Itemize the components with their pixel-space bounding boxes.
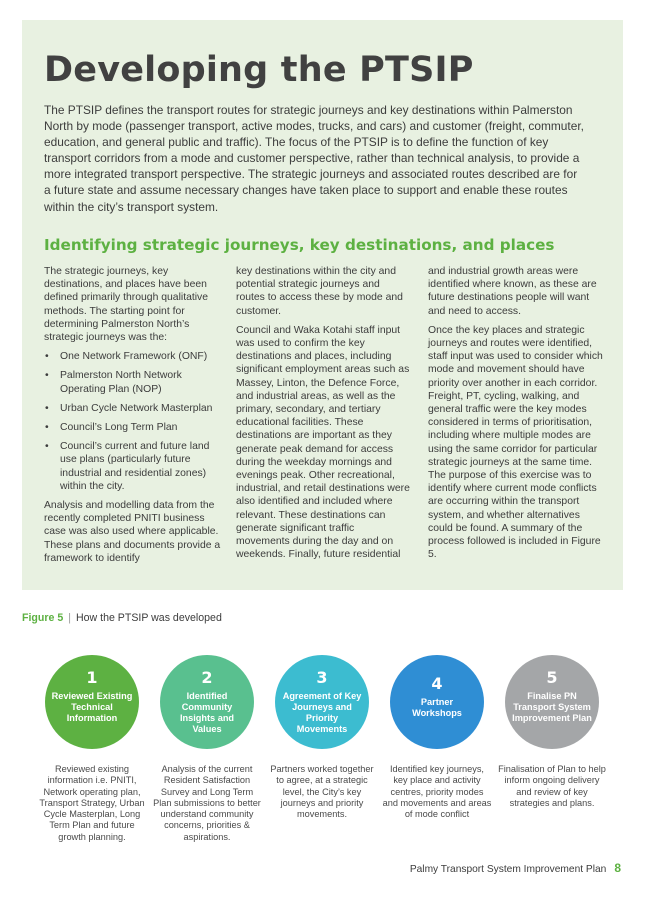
step-number: 3: [316, 668, 328, 687]
step-label: Finalise PN Transport System Improvement Plan: [512, 691, 592, 723]
step-3-circle: [275, 655, 369, 749]
step-number: 5: [546, 668, 558, 687]
footer-document-title: Palmy Transport System Improvement Plan: [409, 864, 607, 875]
column-2-paragraph-2: Council and Waka Kotahi staff input was used to confirm the key destinations and places, including significant employment areas such as Massey, Linton, the Defence Force, and industrial areas, as well as the primary, secondary, and tertiary educational facilities. These destinations are important as they generate peak demand for access during the weekday mornings and evenings peak. Other recreational, industrial, and retail destinations were also identified and included where relevant. These destinations can generate significant traffic movements during the day and on weekends. Finally, future residential: [236, 324, 410, 561]
page-title: Developing the PTSIP: [44, 50, 474, 90]
figure-caption-text: How the PTSIP was developed: [75, 612, 222, 624]
source-list-item: • Urban Cycle Network Masterplan: [44, 402, 222, 415]
intro-paragraph: The PTSIP defines the transport routes for strategic journeys and key destinations within Palmerston North by mode (passenger transport, active modes, trucks, and cars) and customer (freight, commuter, education, and general public and traffic). The focus of the PTSIP is to define the function of key transport corridors from a mode and customer perspective, rather than technical analysis, to provide a more integrated transport perspective. The strategic journeys and associated routes described are for a future state and assume necessary changes have taken place to support and enable these routes within the city’s transport system.: [44, 103, 584, 214]
step-3-description: Partners worked together to agree, at a strategic level, the City’s key journeys and priority movements.: [270, 764, 374, 820]
column-3-paragraph-1: and industrial growth areas were identified where known, as these are future destinations people will want and need to access.: [428, 266, 597, 317]
step-1-description: Reviewed existing information i.e. PNITI, Network operating plan, Transport Strategy, Urban Cycle Masterplan, Long Term Plan and future growth planning.: [39, 764, 145, 842]
column-2-paragraph-1: key destinations within the city and potential strategic journeys and routes to access these by mode and customer.: [236, 266, 403, 317]
source-list-item: • Council’s current and future land use plans (particularly future industrial and residential zones) within the city.: [44, 440, 222, 493]
step-number: 2: [201, 668, 213, 687]
column-1-paragraph-2: Analysis and modelling data from the recently completed PNITI business case was also used where applicable. These plans and documents provide a framework to identify: [44, 500, 221, 564]
page-number: 8: [614, 861, 621, 875]
figure-caption: [22, 612, 222, 624]
step-2-circle: [160, 655, 254, 749]
step-5-circle: [505, 655, 599, 749]
step-5-description: Finalisation of Plan to help inform ongoing delivery and review of key strategies and plans.: [498, 764, 606, 808]
page-footer: [410, 861, 621, 875]
step-label: Identified Community Insights and Values: [179, 691, 235, 734]
column-3-paragraph-2: Once the key places and strategic journeys and routes were identified, staff input was used to consider which mode and movement should have priority over another in each corridor. Freight, PT, cycling, walking, and general traffic were the key modes considered in terms of prioritisation, including where multiple modes are using the same corridor for particular strategic journeys at the same time. The purpose of this exercise was to identify where current mode conflicts are occurring within the transport system, and whether alternatives could be found. A summary of the process followed is included in Figure 5.: [428, 324, 603, 561]
figure-label: Figure 5: [22, 612, 64, 624]
step-label: Agreement of Key Journeys and Priority Movements: [282, 691, 362, 734]
step-label: Partner Workshops: [412, 697, 462, 718]
step-number: 4: [431, 674, 443, 693]
step-2-description: Analysis of the current Resident Satisfaction Survey and Long Term Plan submissions to better understand community concerns, priorities & aspirations.: [153, 764, 261, 842]
step-4-circle: [390, 655, 484, 749]
text-column-2: [236, 265, 410, 567]
source-list-item: • One Network Framework (ONF): [44, 350, 222, 363]
column-1-paragraph-1: The strategic journeys, key destinations, and places have been defined primarily through qualitative methods. The starting point for determining Palmerston North’s strategic journeys was the:: [44, 266, 209, 344]
text-column-3: [428, 265, 606, 567]
source-list: [44, 350, 222, 493]
step-label: Reviewed Existing Technical Information: [51, 691, 133, 723]
source-list-item: • Council’s Long Term Plan: [44, 421, 222, 434]
section-subheading: Identifying strategic journeys, key destinations, and places: [44, 236, 555, 254]
text-column-1: [44, 265, 222, 571]
source-list-item: • Palmerston North Network Operating Plan (NOP): [44, 369, 222, 395]
step-number: 1: [86, 668, 98, 687]
step-1-circle: [45, 655, 139, 749]
figure-separator: |: [68, 612, 71, 624]
step-4-description: Identified key journeys, key place and activity centres, priority modes and movements and areas of mode conflict: [382, 764, 492, 820]
